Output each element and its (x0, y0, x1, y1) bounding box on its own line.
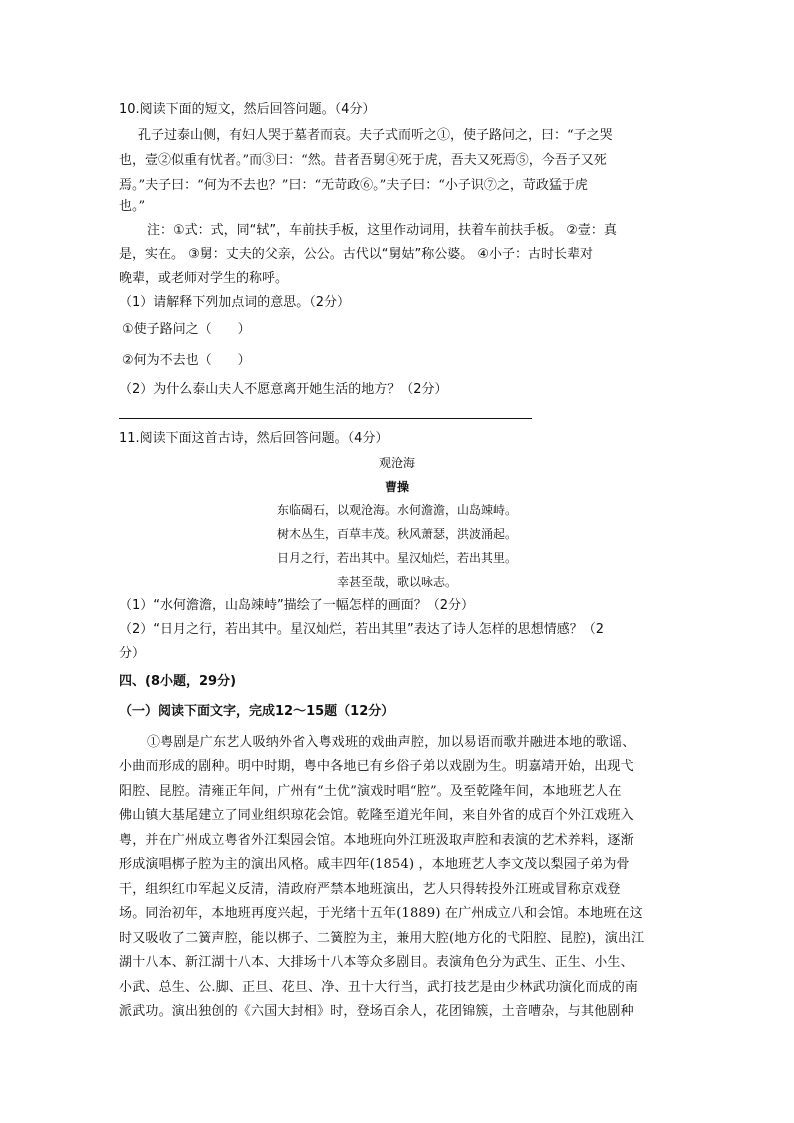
poem-title: 观沧海 (378, 456, 415, 470)
paragraph-line-12: 派武功。演出独创的《六国大封相》时，登场百余人，花团锦簇，土音嘈杂，与其他剧种 (119, 1004, 634, 1019)
q10-item-2: ②何为不去也（ ） (122, 353, 251, 368)
paragraph-line-3: 阳腔、昆腔。清雍正年间，广州有“土优”演戏时唱“腔”。及至乾隆年间，本地班艺人在 (119, 784, 622, 799)
paragraph-line-5: 粤，并在广州成立粤省外江梨园会馆。本地班向外江班汲取声腔和表演的艺术养料，逐渐 (119, 833, 634, 848)
q10-notes-line-2: 是，实在。 ③舅：丈夫的父亲，公公。古代以“舅姑”称公婆。 ④小子：古时长辈对 (119, 247, 594, 262)
paragraph-line-11: 小武、总生、公.脚、正旦、花旦、净、丑十大行当，武打技艺是由少林武功演化而成的南 (119, 980, 639, 995)
q10-passage-line-2: 也，壹②似重有忧者。”而③曰：“然。昔者吾舅④死于虎，吾夫又死焉⑤，今吾子又死 (119, 153, 607, 168)
q10-notes-line-1: 注：①式：式，同“轼”，车前扶手板，这里作动词用，扶着车前扶手板。 ②壹：真 (147, 223, 617, 238)
paragraph-line-1: ①粤剧是广东艺人吸纳外省入粤戏班的戏曲声腔，加以易语而歌并融进本地的歌谣、 (147, 735, 636, 750)
poem-line-1: 东临碣石，以观沧海。水何澹澹，山岛竦峙。 (276, 503, 517, 517)
q10-notes-line-3: 晚辈，或老师对学生的称呼。 (119, 271, 289, 286)
section-4-part-1-heading: （一）阅读下面文字，完成12～15题（12分） (119, 704, 395, 719)
q10-sub-question-2: （2）为什么泰山夫人不愿意离开她生活的地方？（2分） (119, 382, 448, 397)
q11-sub-question-2-line-2: 分） (119, 646, 146, 661)
paragraph-line-8: 场。同治初年，本地班再度兴起，于光绪十五年(1889) 在广州成立八和会馆。本地班在这 (119, 906, 643, 921)
q10-heading: 10.阅读下面的短文，然后回答问题。（4分） (119, 102, 376, 117)
paragraph-line-4: 佛山镇大基尾建立了同业组织琼花会馆。乾隆至道光年间，来自外省的成百个外江戏班入 (119, 808, 634, 823)
paragraph-line-9: 时又吸收了二簧声腔，能以梆子、二簧腔为主，兼用大腔(地方化的弋阳腔、昆腔)，演出江 (119, 931, 645, 946)
q11-sub-question-2-line-1: （2）“日月之行，若出其中。星汉灿烂，若出其里”表达了诗人怎样的思想情感？（2 (119, 622, 605, 637)
paragraph-line-6: 形成演唱梆子腔为主的演出风格。咸丰四年(1854) ，本地班艺人李文茂以梨园子弟为骨 (119, 857, 630, 872)
poem-line-4: 幸甚至哉，歌以咏志。 (336, 575, 457, 589)
paragraph-line-10: 湖十八本、新江湖十八本、大排场十八本等众多剧目。表演角色分为武生、正生、小生、 (119, 955, 634, 970)
q11-heading: 11.阅读下面这首古诗，然后回答问题。（4分） (119, 431, 389, 446)
q10-passage-line-1: 孔子过泰山侧，有妇人哭于墓者而哀。夫子式而听之①，使子路问之，曰：“子之哭 (138, 128, 613, 143)
answer-line (119, 418, 532, 419)
poem-line-2: 树木丛生，百草丰茂。秋风萧瑟，洪波涌起。 (276, 527, 517, 541)
poem-author: 曹操 (384, 480, 409, 494)
poem-line-3: 日月之行，若出其中。星汉灿烂，若出其里。 (276, 551, 517, 565)
q10-item-1: ①使子路问之（ ） (122, 322, 251, 337)
section-4-heading: 四、(8小题，29分) (119, 674, 237, 689)
paragraph-line-2: 小曲而形成的剧种。明中时期，粤中各地已有乡俗子弟以戏剧为生。明嘉靖开始，出现弋 (119, 759, 634, 774)
q11-sub-question-1: （1）“水何澹澹，山岛竦峙”描绘了一幅怎样的画面？（2分） (119, 598, 475, 613)
q10-passage-line-3: 焉。”夫子曰：“何为不去也？”曰：“无苛政⑥。”夫子曰：“小子识⑦之，苛政猛于虎 (119, 178, 588, 193)
q10-passage-line-4: 也。” (119, 199, 146, 214)
q10-sub-question-1: （1）请解释下列加点词的意思。（2分） (119, 295, 351, 310)
paragraph-line-7: 干，组织红巾军起义反清，清政府严禁本地班演出，艺人只得转投外江班或冒称京戏登 (119, 882, 621, 897)
